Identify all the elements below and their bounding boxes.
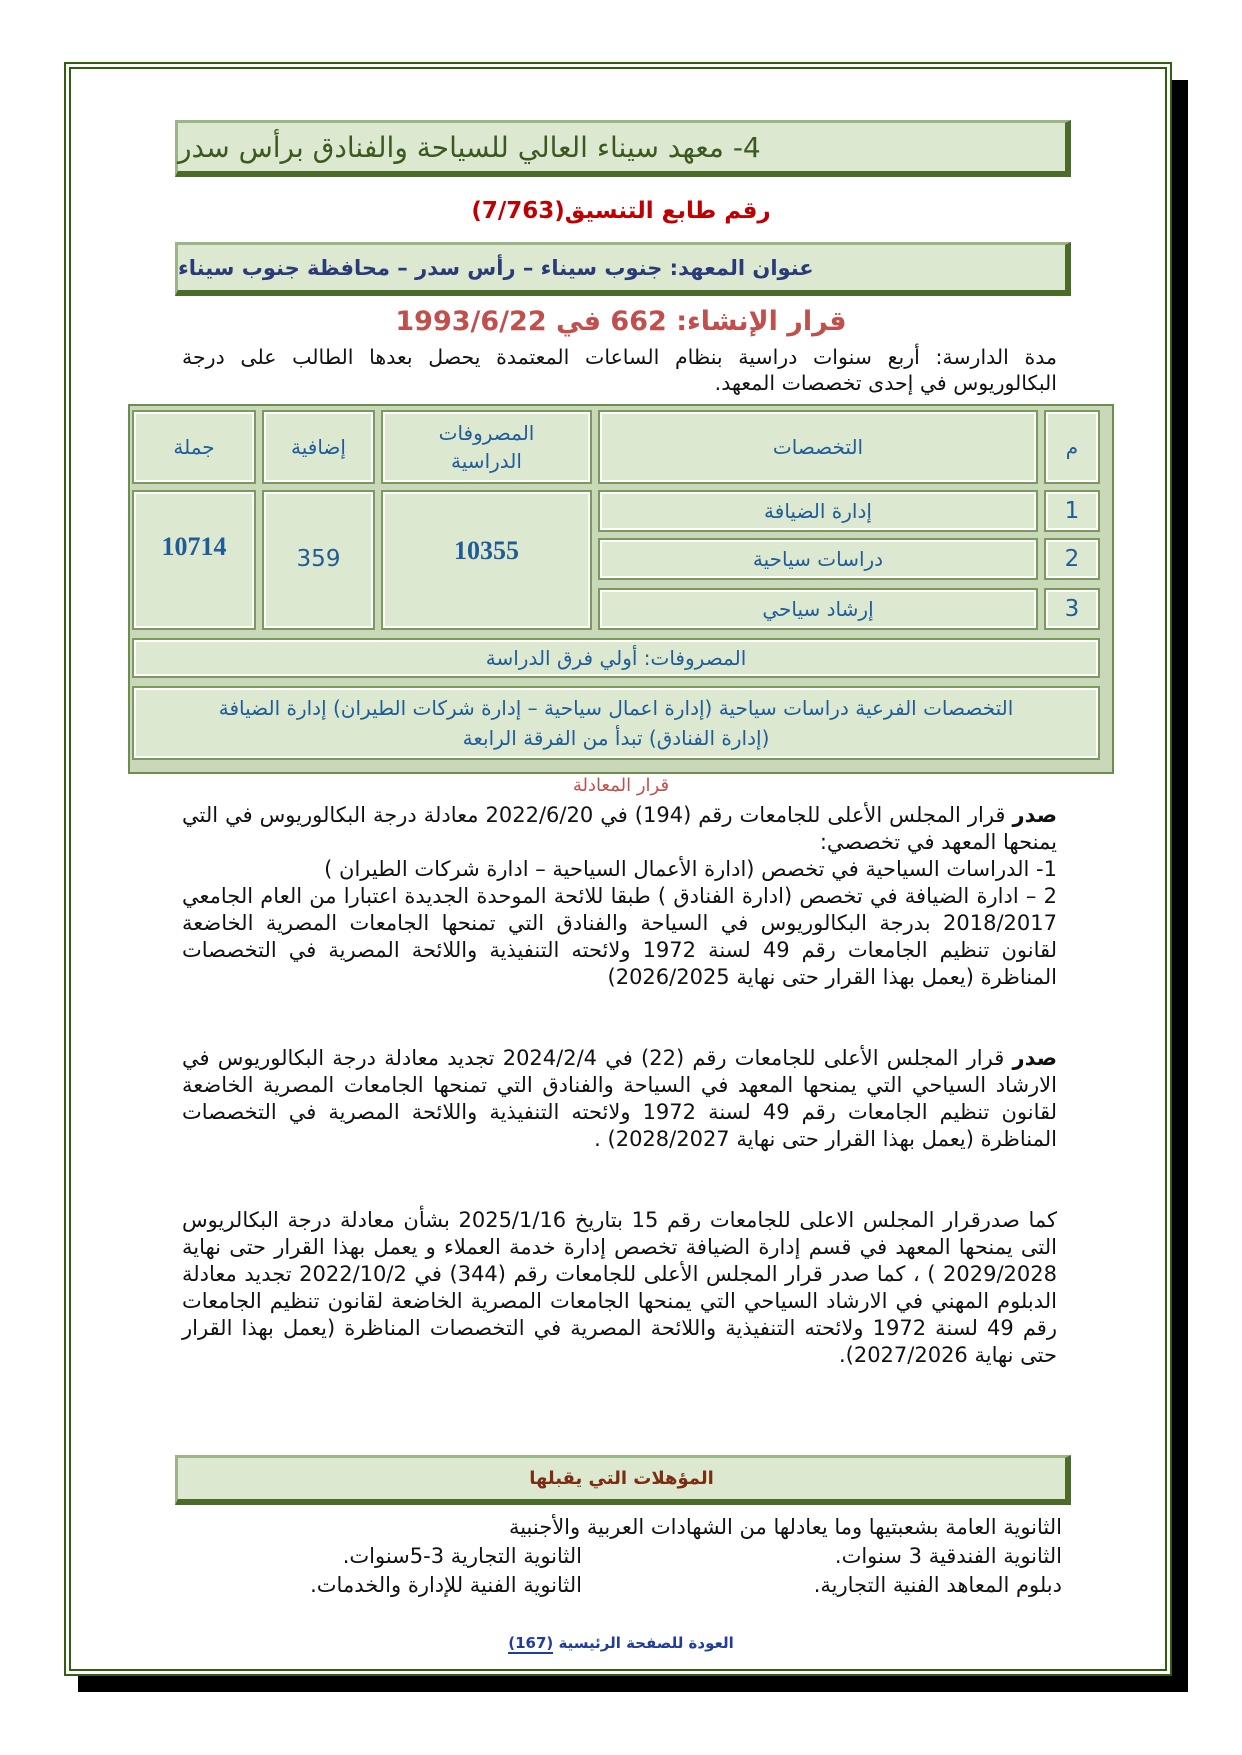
qualifications-title-box <box>175 1455 1071 1505</box>
qualification-technical-diploma: دبلوم المعاهد الفنية التجارية. <box>813 1573 1062 1597</box>
header-specializations: التخصصات <box>600 412 1036 482</box>
row-number-1: 1 <box>1046 492 1098 530</box>
total-fees-value: 10714 <box>134 492 254 628</box>
extra-fees-value: 359 <box>264 492 373 628</box>
establishment-decree: قرار الإنشاء: 662 في 1993/6/22 <box>395 306 847 337</box>
spec-tourist-guidance: إرشاد سياحي <box>600 590 1036 628</box>
qualification-general-secondary: الثانوية العامة بشعبتيها وما يعادلها من الشهادات العربية والأجنبية <box>508 1515 1062 1539</box>
equivalence-paragraph-3: كما صدرقرار المجلس الاعلى للجامعات رقم 15 بتاريخ 2025/1/16 بشأن معادلة درجة البكالريوس التى يمنحها المعهد في قسم إدارة الضيافة تخصص إدارة خدمة العملاء و يعمل بهذا القرار حتى نهاية 2029/2028 ) ، كما صدر قرار المجلس الأعلى للجامعات رقم (344) في 2022/10/2 تجديد معادلة الدبلوم المهني في الارشاد السياحي التي يمنحها الجامعات المصرية الخاضعة لقانون تنظيم الجامعات رقم 49 لسنة 1972 ولائحته التنفيذية واللائحة المصرية في التخصصات المناظرة (يعمل بهذا القرار حتى نهاية 2027/2026). <box>182 1208 1057 1367</box>
header-extra: إضافية <box>264 412 373 482</box>
institute-title: 4- معهد سيناء العالي للسياحة والفنادق برأس سدر <box>178 130 761 164</box>
spec-tourism-studies: دراسات سياحية <box>600 540 1036 578</box>
header-study-fees: المصروفات الدراسية <box>383 412 590 482</box>
equivalence-paragraph-1: صدر قرار المجلس الأعلى للجامعات رقم (194) في 2022/6/20 معادلة درجة البكالوريوس في التي يمنحها المعهد في تخصصي: <box>182 803 1057 854</box>
study-duration: مدة الدارسة: أربع سنوات دراسية بنظام الساعات المعتمدة يحصل بعدها الطالب على درجة البكالوريوس في إحدى تخصصات المعهد. <box>182 345 1057 395</box>
equivalence-paragraph-2: صدر قرار المجلس الأعلى للجامعات رقم (22) في 2024/2/4 تجديد معادلة درجة البكالوريوس في الارشاد السياحي التي يمنحها المعهد في السياحة والفنادق التي تمنحها الجامعات المصرية الخاضعة لقانون تنظيم الجامعات رقم 49 لسنة 1972 ولائحته التنفيذية واللائحة المصرية في التخصصات المناظرة (يعمل بهذا القرار حتى نهاية 2028/2027) . <box>182 1046 1057 1151</box>
equivalence-item-1: 1- الدراسات السياحية في تخصص (ادارة الأعمال السياحية – ادارة شركات الطيران ) <box>324 857 1057 881</box>
qualification-commercial-secondary: الثانوية التجارية 3-5سنوات. <box>342 1544 582 1568</box>
qualifications-title: المؤهلات التي يقبلها <box>529 1468 714 1489</box>
row-number-2: 2 <box>1046 540 1098 578</box>
header-m: م <box>1046 412 1098 482</box>
row-number-3: 3 <box>1046 590 1098 628</box>
spec-hospitality: إدارة الضيافة <box>600 492 1036 530</box>
equivalence-title: قرار المعادلة <box>572 775 670 796</box>
sub-specializations: التخصصات الفرعية دراسات سياحية (إدارة اعمال سياحية – إدارة شركات الطيران) إدارة الضيافة (إدارة الفنادق) تبدأ من الفرقة الرابعة <box>134 688 1098 758</box>
qualification-technical-secondary: الثانوية الفنية للإدارة والخدمات. <box>310 1573 582 1597</box>
institute-address: عنوان المعهد: جنوب سيناء – رأس سدر – محافظة جنوب سيناء <box>178 255 814 280</box>
header-total: جملة <box>134 412 254 482</box>
study-fees-value: 10355 <box>383 492 590 628</box>
qualification-hotel-secondary: الثانوية الفندقية 3 سنوات. <box>834 1544 1062 1568</box>
address-box <box>175 242 1071 296</box>
institute-title-box <box>175 120 1071 177</box>
back-to-main-page-link[interactable]: العودة للصفحة الرئيسية (167) <box>508 1634 734 1652</box>
back-page-number[interactable]: (167) <box>508 1634 554 1652</box>
coordination-number: رقم طابع التنسيق(7/763) <box>471 198 771 224</box>
equivalence-item-2: 2 – ادارة الضيافة في تخصص (ادارة الفنادق ) طبقا للائحة الموحدة الجديدة اعتبارا من العام الجامعي 2018/2017 بدرجة البكالوريوس في السياحة والفنادق التي تمنحها الجامعات المصرية الخاضعة لقانون تنظيم الجامعات رقم 49 لسنة 1972 ولائحته التنفيذية واللائحة المصرية في التخصصات المناظرة (يعمل بهذا القرار حتى نهاية 2026/2025) <box>182 884 1057 989</box>
fees-note: المصروفات: أولي فرق الدراسة <box>134 640 1098 676</box>
